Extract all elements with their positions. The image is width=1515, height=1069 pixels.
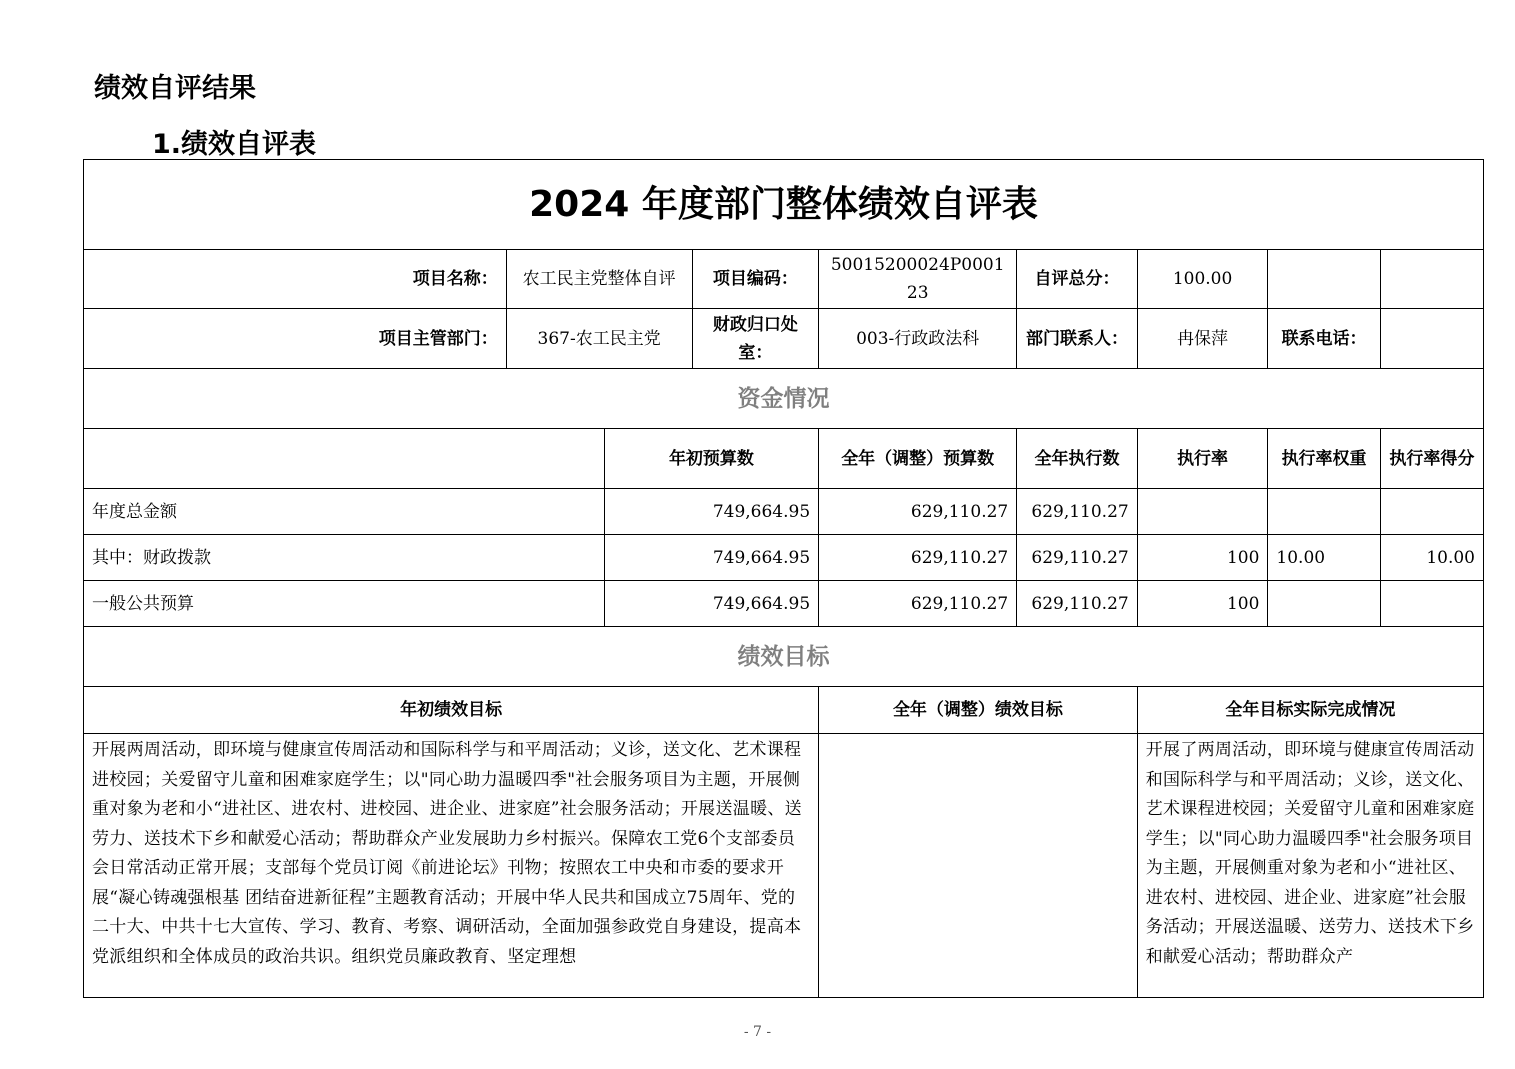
- section-heading: 绩效自评结果: [94, 73, 256, 104]
- table-row: [84, 581, 1484, 627]
- funds-header-blank: [84, 429, 605, 489]
- funds-header-executed: 全年执行数: [1017, 429, 1137, 489]
- funds-row-name: 一般公共预算: [84, 581, 605, 627]
- funds-row-rate: [1137, 489, 1268, 535]
- actual-completion-text: 开展了两周活动，即环境与健康宣传周活动和国际科学与和平周活动；义诊，送文化、艺术课程进校园；关爱留守儿童和困难家庭学生；以"同心助力温暖四季"社会服务项目为主题，开展侧重对象为老和小“进社区、进农村、进校园、进企业、进家庭”社会服务活动；开展送温暖、送劳力、送技术下乡和献爱心活动；帮助群众产: [1137, 734, 1483, 998]
- adjusted-goal-text: [819, 734, 1138, 998]
- contact-label: 部门联系人：: [1017, 309, 1137, 369]
- finance-value: 003-行政政法科: [819, 309, 1017, 369]
- funds-row-rate: 100: [1137, 535, 1268, 581]
- phone-value: [1380, 309, 1483, 369]
- contact-value: 冉保萍: [1137, 309, 1268, 369]
- initial-goal-text: 开展两周活动，即环境与健康宣传周活动和国际科学与和平周活动；义诊，送文化、艺术课程进校园；关爱留守儿童和困难家庭学生；以"同心助力温暖四季"社会服务项目为主题，开展侧重对象为老和小“进社区、进农村、进校园、进企业、进家庭”社会服务活动；开展送温暖、送劳力、送技术下乡和献爱心活动；帮助群众产业发展助力乡村振兴。保障农工党6个支部委员会日常活动正常开展；支部每个党员订阅《前进论坛》刊物；按照农工中央和市委的要求开展“凝心铸魂强根基 团结奋进新征程”主题教育活动；开展中华人民共和国成立75周年、党的二十大、中共十七大宣传、学习、教育、考察、调研活动，全面加强参政党自身建设，提高本党派组织和全体成员的政治共识。组织党员廉政教育、坚定理想: [84, 734, 819, 998]
- funds-row-weight: [1268, 489, 1380, 535]
- table-row: [84, 489, 1484, 535]
- project-code-label: 项目编码：: [692, 250, 819, 309]
- funds-row-weight: 10.00: [1268, 535, 1380, 581]
- funds-row-score: [1380, 489, 1483, 535]
- funds-row-initial: 749,664.95: [604, 489, 818, 535]
- funds-row-initial: 749,664.95: [604, 535, 818, 581]
- goals-header-initial: 年初绩效目标: [84, 687, 819, 734]
- funds-row-name: 其中：财政拨款: [84, 535, 605, 581]
- empty-cell: [1268, 250, 1380, 309]
- funds-row-weight: [1268, 581, 1380, 627]
- project-name-label: 项目名称：: [84, 250, 507, 309]
- funds-row-executed: 629,110.27: [1017, 535, 1137, 581]
- funds-row-adjusted: 629,110.27: [819, 489, 1017, 535]
- total-score: 100.00: [1137, 250, 1268, 309]
- funds-header-adjusted: 全年（调整）预算数: [819, 429, 1017, 489]
- funds-header-weight: 执行率权重: [1268, 429, 1380, 489]
- funds-row-name: 年度总金额: [84, 489, 605, 535]
- funds-header-rate: 执行率: [1137, 429, 1268, 489]
- project-code: 50015200024P000123: [819, 250, 1017, 309]
- sub-heading: 1.绩效自评表: [152, 129, 317, 160]
- phone-label: 联系电话：: [1268, 309, 1380, 369]
- funds-row-executed: 629,110.27: [1017, 581, 1137, 627]
- funds-row-adjusted: 629,110.27: [819, 535, 1017, 581]
- dept-label: 项目主管部门：: [84, 309, 507, 369]
- evaluation-table: [83, 159, 1484, 998]
- finance-label: 财政归口处室：: [692, 309, 819, 369]
- funds-row-rate: 100: [1137, 581, 1268, 627]
- goals-section-title: 绩效目标: [84, 627, 1484, 687]
- dept-value: 367-农工民主党: [506, 309, 692, 369]
- goals-header-adjusted: 全年（调整）绩效目标: [819, 687, 1138, 734]
- table-row: [84, 535, 1484, 581]
- funds-header-score: 执行率得分: [1380, 429, 1483, 489]
- project-name: 农工民主党整体自评: [506, 250, 692, 309]
- funds-row-initial: 749,664.95: [604, 581, 818, 627]
- empty-cell: [1380, 250, 1483, 309]
- funds-row-adjusted: 629,110.27: [819, 581, 1017, 627]
- page-number: - 7 -: [743, 1024, 772, 1040]
- funds-row-score: 10.00: [1380, 535, 1483, 581]
- goals-header-actual: 全年目标实际完成情况: [1137, 687, 1483, 734]
- funds-section-title: 资金情况: [84, 369, 1484, 429]
- funds-header-initial: 年初预算数: [604, 429, 818, 489]
- table-title: 2024 年度部门整体绩效自评表: [84, 160, 1484, 250]
- funds-row-executed: 629,110.27: [1017, 489, 1137, 535]
- funds-row-score: [1380, 581, 1483, 627]
- score-label: 自评总分：: [1017, 250, 1137, 309]
